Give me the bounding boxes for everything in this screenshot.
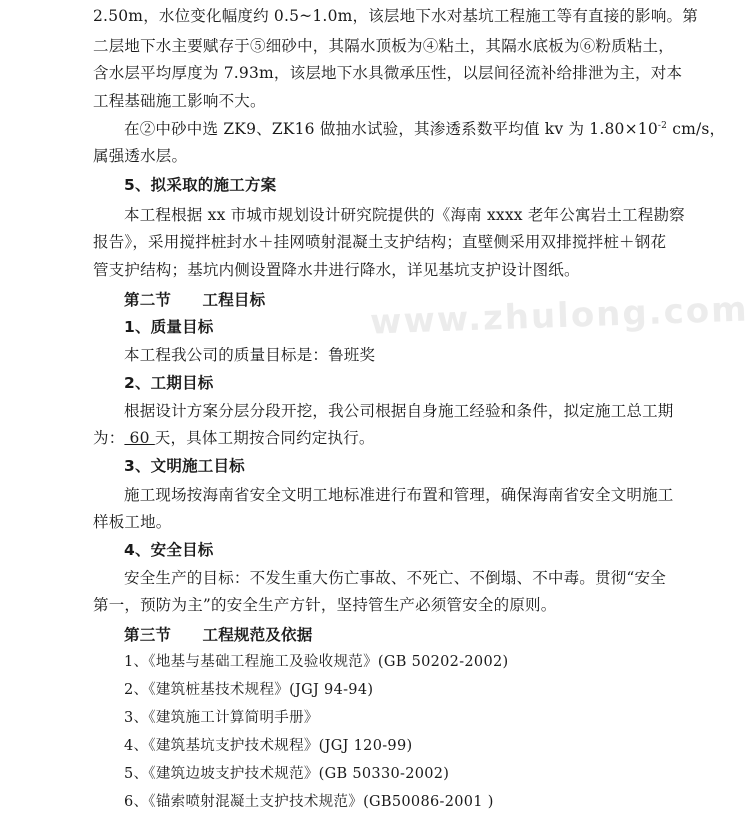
section-heading: 1、质量目标: [124, 318, 214, 336]
text-line: 第一，预防为主”的安全生产方针，坚持管生产必须管安全的原则。: [93, 596, 557, 614]
text-segment: 为：: [93, 429, 125, 447]
text-line: 样板工地。: [93, 513, 172, 531]
text-line: 根据设计方案分层分段开挖，我公司根据自身施工经验和条件，拟定施工总工期: [124, 402, 674, 420]
text-line: 本工程我公司的质量目标是：鲁班奖: [124, 346, 376, 364]
reference-item: 5、《建筑边坡支护技术规范》(GB 50330-2002): [124, 766, 450, 782]
reference-item: 1、《地基与基础工程施工及验收规范》(GB 50202-2002): [124, 654, 509, 670]
superscript: -2: [657, 120, 668, 131]
section-heading: 2、工期目标: [124, 374, 214, 392]
text-line: [93, 428, 375, 448]
text-segment: 在②中砂中选 ZK9、ZK16 做抽水试验，其渗透系数平均值 kv 为 1.80×10: [124, 120, 658, 138]
reference-item: 6、《锚索喷射混凝土支护技术规范》(GB50086-2001 ): [124, 794, 494, 810]
text-line: 含水层平均厚度为 7.93m，该层地下水具微承压性，以层间径流补给排泄为主，对本: [93, 64, 683, 82]
section-heading: 4、安全目标: [124, 541, 214, 559]
text-line: 安全生产的目标：不发生重大伤亡事故、不死亡、不倒塌、不中毒。贯彻“安全: [124, 569, 666, 587]
text-line: 管支护结构；基坑内侧设置降水井进行降水，详见基坑支护设计图纸。: [93, 261, 580, 279]
section-heading: 3、文明施工目标: [124, 457, 245, 475]
text-line: 本工程根据 xx 市城市规划设计研究院提供的《海南 xxxx 老年公寓岩土工程勘察: [124, 206, 685, 224]
section-title: 第三节 工程规范及依据: [124, 626, 313, 644]
section-title: 第二节 工程目标: [124, 291, 266, 309]
text-line: 报告》，采用搅拌桩封水＋挂网喷射混凝土支护结构；直壁侧采用双排搅拌桩＋钢花: [93, 233, 667, 251]
text-line: 工程基础施工影响不大。: [93, 92, 266, 110]
text-segment: cm/s，: [667, 120, 726, 138]
reference-item: 4、《建筑基坑支护技术规程》(JGJ 120-99): [124, 738, 413, 754]
reference-item: 3、《建筑施工计算简明手册》: [124, 710, 319, 726]
duration-days: 60: [124, 429, 155, 447]
text-line: 施工现场按海南省安全文明工地标准进行布置和管理，确保海南省安全文明施工: [124, 486, 674, 504]
text-line: 2.50m，水位变化幅度约 0.5~1.0m，该层地下水对基坑工程施工等有直接的影响。第: [93, 7, 698, 25]
text-line: 二层地下水主要赋存于⑤细砂中，其隔水顶板为④粘土，其隔水底板为⑥粉质粘土，: [93, 37, 674, 55]
reference-item: 2、《建筑桩基技术规程》(JGJ 94-94): [124, 682, 374, 698]
text-line: 属强透水层。: [93, 147, 188, 165]
watermark: www.zhulong.com: [369, 289, 749, 343]
section-heading: 5、拟采取的施工方案: [124, 176, 277, 194]
text-line: [124, 119, 725, 139]
text-segment: 天，具体工期按合同约定执行。: [154, 429, 375, 447]
